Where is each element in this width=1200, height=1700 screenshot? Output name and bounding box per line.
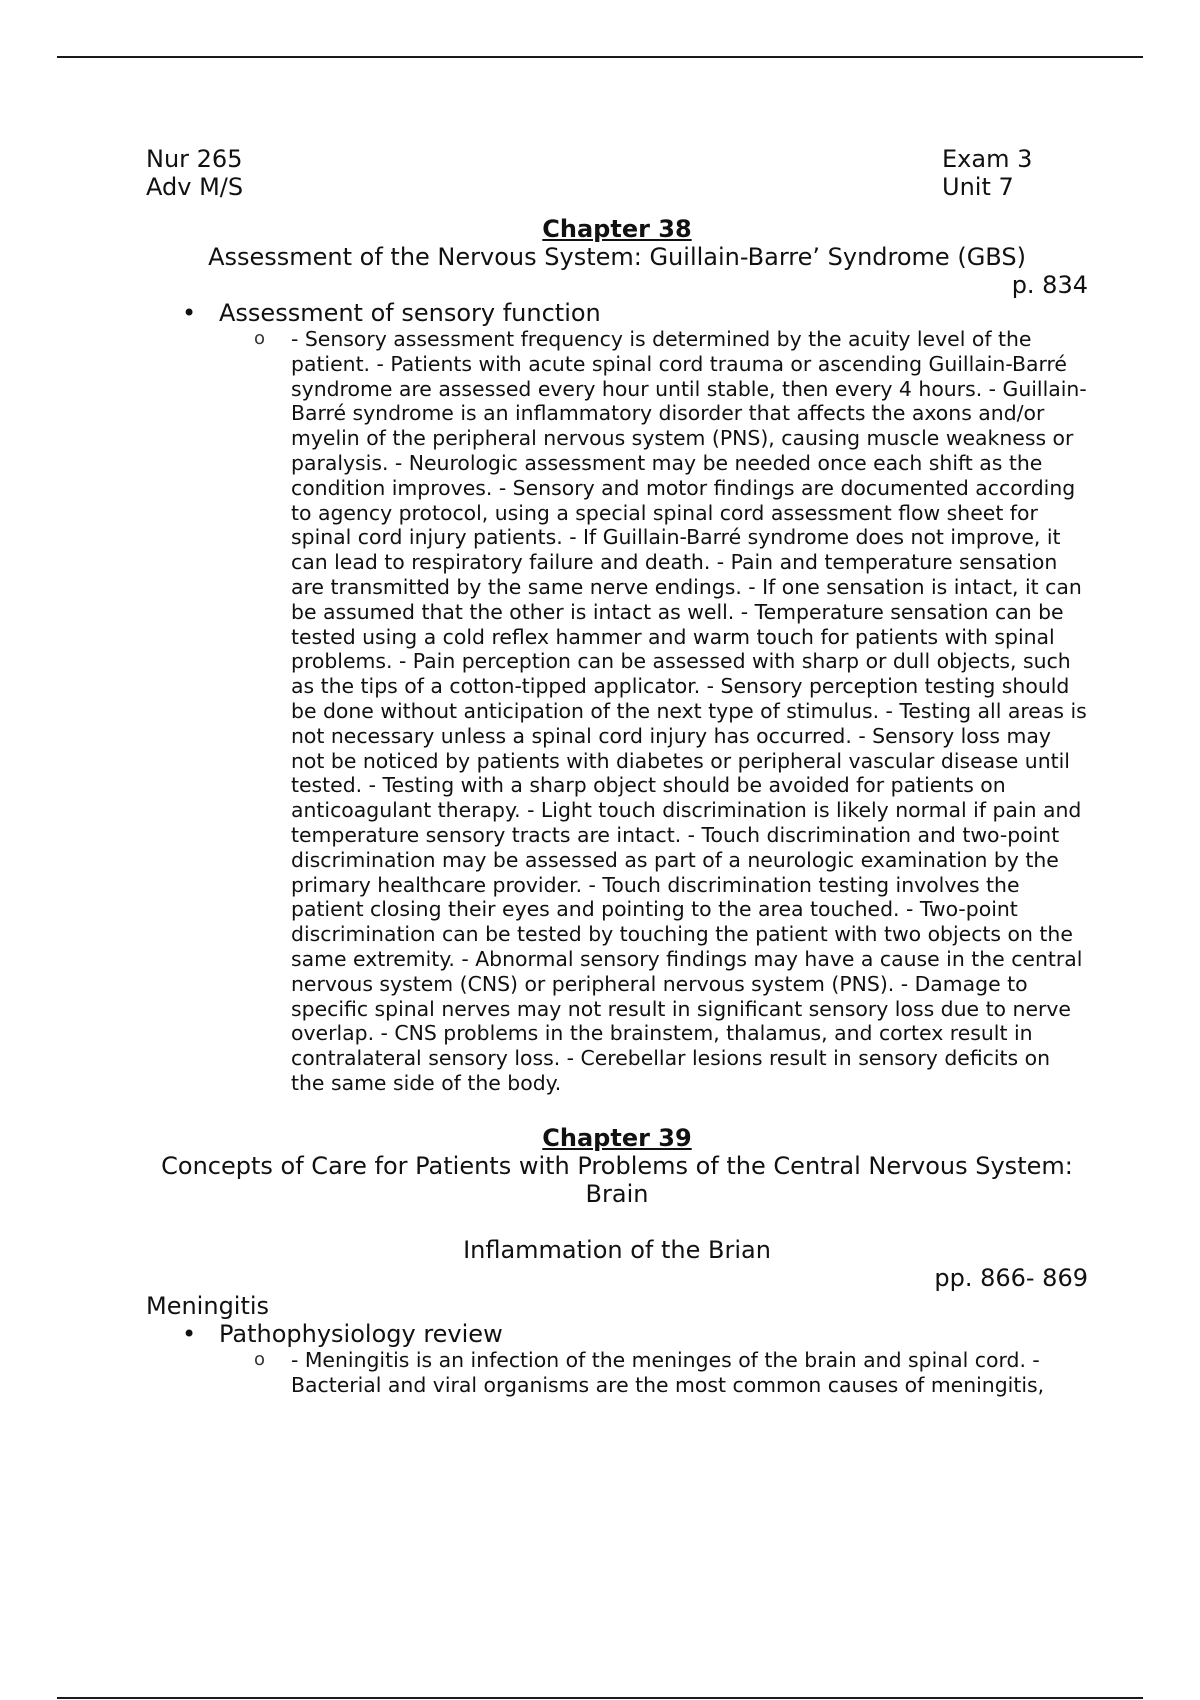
bullet-marker: • bbox=[182, 1319, 197, 1348]
bullet-marker: • bbox=[182, 299, 197, 327]
sub-bullet-meningitis bbox=[146, 1348, 1088, 1398]
header-block bbox=[146, 145, 1088, 201]
section-title: Inflammation of the Brian bbox=[463, 1235, 771, 1264]
chapter-39-subtitle-line2: Brain bbox=[585, 1179, 649, 1208]
chapter-39-subtitle-line1: Concepts of Care for Patients with Problems of the Central Nervous System: bbox=[161, 1151, 1073, 1180]
bullet-pathophysiology bbox=[146, 1320, 1088, 1348]
sub-bullet-sensory-details bbox=[146, 327, 1088, 1096]
topic-heading: Meningitis bbox=[146, 1291, 270, 1320]
chapter-39-title: Chapter 39 bbox=[542, 1123, 692, 1152]
chapter-39-page-ref: pp. 866- 869 bbox=[934, 1263, 1088, 1292]
header-right bbox=[942, 145, 1088, 201]
course-number: Nur 265 bbox=[146, 145, 243, 173]
header-left bbox=[146, 145, 243, 201]
top-rule bbox=[57, 56, 1143, 58]
bullet-text: Pathophysiology review bbox=[219, 1319, 503, 1348]
chapter-38-page-ref: p. 834 bbox=[1011, 271, 1088, 299]
document-page bbox=[146, 145, 1088, 1397]
unit-label: Unit 7 bbox=[942, 173, 1014, 201]
sub-bullet-marker: o bbox=[254, 328, 266, 349]
sub-bullet-text: - Meningitis is an infection of the meninges of the brain and spinal cord. - Bacterial and viral organisms are the most common causes of meningitis, bbox=[291, 1347, 1045, 1397]
chapter-38-subtitle: Assessment of the Nervous System: Guillain-Barre’ Syndrome (GBS) bbox=[208, 243, 1026, 271]
bullet-sensory-function bbox=[146, 299, 1088, 327]
bottom-rule bbox=[57, 1697, 1143, 1699]
chapter-38-title: Chapter 38 bbox=[542, 215, 692, 243]
exam-label: Exam 3 bbox=[942, 145, 1033, 173]
sub-bullet-text: - Sensory assessment frequency is determined by the acuity level of the patient. - Patients with acute spinal cord trauma or ascending Guillain-Barré syndrome are assessed every hour until stable, then every 4 hours. - Guillain-Barré syndrome is an inflammatory disorder that affects the axons and/or myelin of the peripheral nervous system (PNS), causing muscle weakness or paralysis. - Neurologic assessment may be needed once each shift as the condition improves. - Sensory and motor findings are documented according to agency protocol, using a special spinal cord assessment flow sheet for spinal cord injury patients. - If Guillain-Barré syndrome does not improve, it can lead to respiratory failure and death. - Pain and temperature sensation are transmitted by the same nerve endings. - If one sensation is intact, it can be assumed that the other is intact as well. - Temperature sensation can be tested using a cold reflex hammer and warm touch for patients with spinal problems. - Pain perception can be assessed with sharp or dull objects, such as the tips of a cotton-tipped applicator. - Sensory perception testing should be done without anticipation of the next type of stimulus. - Testing all areas is not necessary unless a spinal cord injury has occurred. - Sensory loss may not be noticed by patients with diabetes or peripheral vascular disease until tested. - Testing with a sharp object should be avoided for patients on anticoagulant therapy. - Light touch discrimination is likely normal if pain and temperature sensory tracts are intact. - Touch discrimination and two-point discrimination may be assessed as part of a neurologic examination by the primary healthcare provider. - Touch discrimination testing involves the patient closing their eyes and pointing to the area touched. - Two-point discrimination can be tested by touching the patient with two objects on the same extremity. - Abnormal sensory findings may have a cause in the central nervous system (CNS) or peripheral nervous system (PNS). - Damage to specific spinal nerves may not result in significant sensory loss due to nerve overlap. - CNS problems in the brainstem, thalamus, and cortex result in contralateral sensory loss. - Cerebellar lesions result in sensory deficits on the same side of the body. bbox=[291, 327, 1087, 1095]
bullet-text: Assessment of sensory function bbox=[219, 299, 601, 327]
sub-bullet-marker: o bbox=[254, 1348, 266, 1370]
course-name: Adv M/S bbox=[146, 173, 244, 201]
